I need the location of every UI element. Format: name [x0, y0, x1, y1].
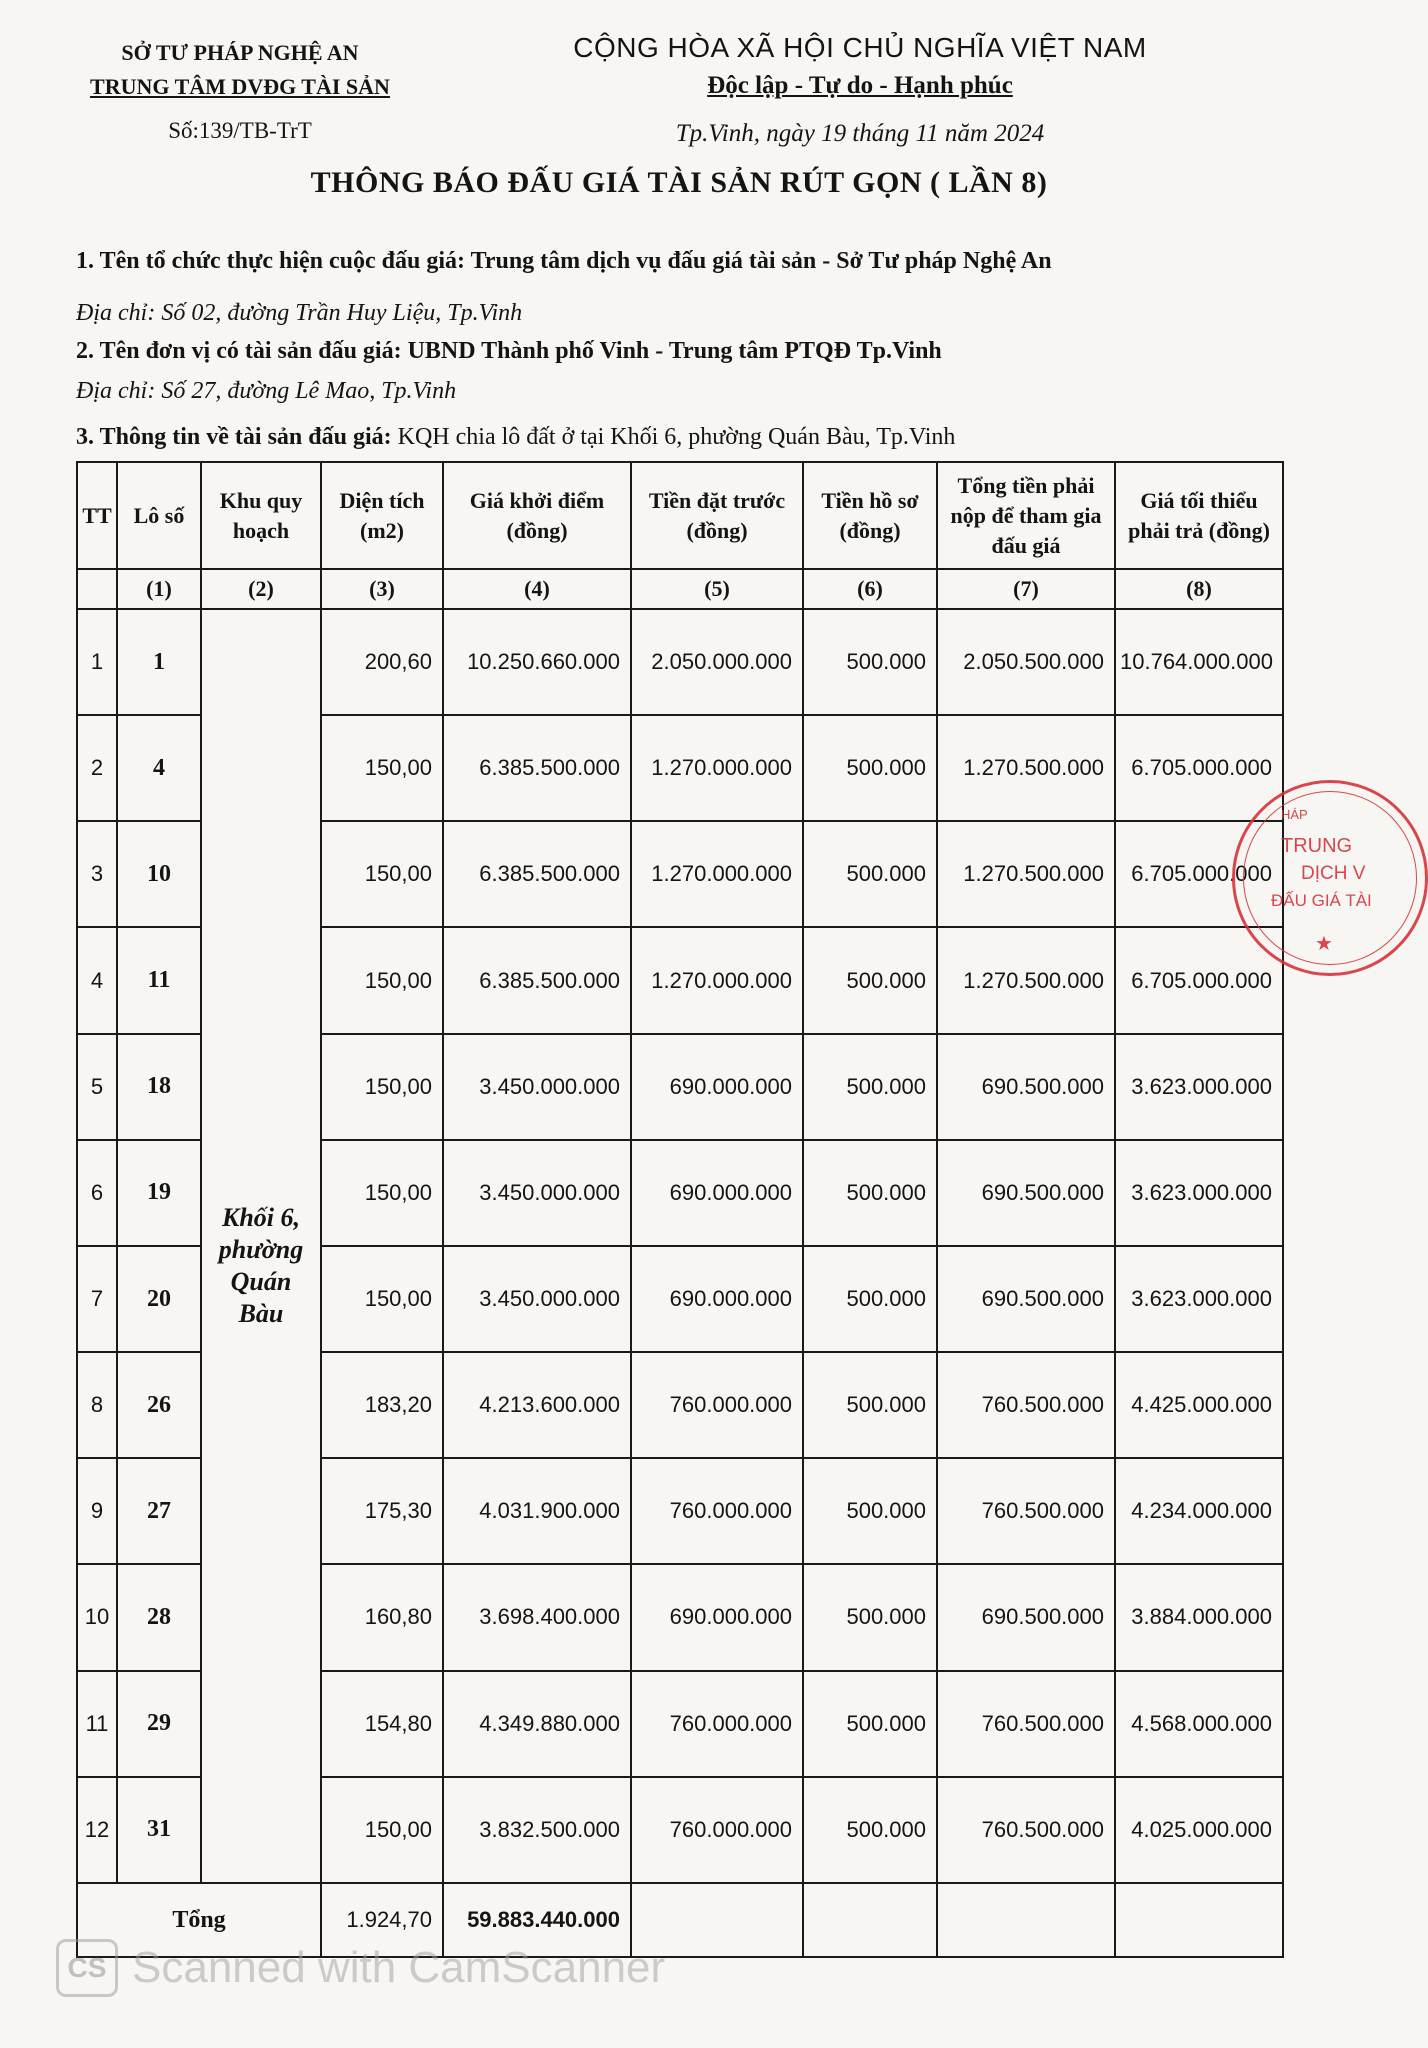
- doc-number: Số:139/TB-TrT: [168, 118, 312, 143]
- row-area: 150,00: [321, 927, 443, 1033]
- row-area: 154,80: [321, 1671, 443, 1777]
- column-index: (8): [1115, 569, 1283, 609]
- row-minimum-price: 3.623.000.000: [1115, 1034, 1283, 1140]
- row-area: 200,60: [321, 609, 443, 715]
- row-area: 150,00: [321, 715, 443, 821]
- column-index-row: [77, 569, 1283, 609]
- row-starting-price: 6.385.500.000: [443, 927, 631, 1033]
- row-starting-price: 3.832.500.000: [443, 1777, 631, 1883]
- row-deposit: 760.000.000: [631, 1458, 803, 1564]
- section-2-owner: 2. Tên đơn vị có tài sản đấu giá: UBND Thành phố Vinh - Trung tâm PTQĐ Tp.Vinh: [76, 338, 942, 364]
- section-1-address: Địa chỉ: Số 02, đường Trần Huy Liệu, Tp.Vinh: [76, 300, 523, 326]
- row-starting-price: 4.031.900.000: [443, 1458, 631, 1564]
- row-tt: 9: [77, 1458, 117, 1564]
- row-starting-price: 3.450.000.000: [443, 1246, 631, 1352]
- row-starting-price: 4.213.600.000: [443, 1352, 631, 1458]
- row-lot-number: 20: [117, 1246, 201, 1352]
- row-minimum-price: 3.623.000.000: [1115, 1140, 1283, 1246]
- row-file-fee: 500.000: [803, 1140, 937, 1246]
- row-lot-number: 26: [117, 1352, 201, 1458]
- nation-name: CỘNG HÒA XÃ HỘI CHỦ NGHĨA VIỆT NAM: [573, 32, 1147, 63]
- header-tt: TT: [77, 462, 117, 569]
- row-starting-price: 6.385.500.000: [443, 715, 631, 821]
- row-total-payment: 1.270.500.000: [937, 927, 1115, 1033]
- row-total-payment: 1.270.500.000: [937, 715, 1115, 821]
- header-lot: Lô số: [117, 462, 201, 569]
- row-file-fee: 500.000: [803, 1777, 937, 1883]
- table-header-row: [77, 462, 1283, 569]
- row-lot-number: 4: [117, 715, 201, 821]
- section-3-asset-info: [76, 420, 1316, 454]
- row-area: 160,80: [321, 1564, 443, 1670]
- section-2-address: Địa chỉ: Số 27, đường Lê Mao, Tp.Vinh: [76, 378, 457, 404]
- row-area: 150,00: [321, 1034, 443, 1140]
- row-area: 150,00: [321, 1777, 443, 1883]
- row-tt: 1: [77, 609, 117, 715]
- row-tt: 6: [77, 1140, 117, 1246]
- row-tt: 2: [77, 715, 117, 821]
- total-label: Tổng: [77, 1883, 321, 1957]
- row-lot-number: 29: [117, 1671, 201, 1777]
- row-total-payment: 1.270.500.000: [937, 821, 1115, 927]
- row-lot-number: 31: [117, 1777, 201, 1883]
- row-minimum-price: 10.764.000.000: [1115, 609, 1283, 715]
- row-minimum-price: 4.425.000.000: [1115, 1352, 1283, 1458]
- table-row: [77, 609, 1283, 715]
- camscanner-logo-icon: CS: [56, 1939, 118, 1997]
- row-tt: 5: [77, 1034, 117, 1140]
- national-block: [560, 28, 1160, 152]
- total-starting-price: 59.883.440.000: [443, 1883, 631, 1957]
- row-file-fee: 500.000: [803, 609, 937, 715]
- planning-area-cell: Khối 6, phường Quán Bàu: [201, 609, 321, 1883]
- column-index: (7): [937, 569, 1115, 609]
- row-total-payment: 690.500.000: [937, 1246, 1115, 1352]
- column-index: (3): [321, 569, 443, 609]
- row-file-fee: 500.000: [803, 1564, 937, 1670]
- row-deposit: 690.000.000: [631, 1034, 803, 1140]
- header-deposit: Tiền đặt trước (đồng): [631, 462, 803, 569]
- row-minimum-price: 4.568.000.000: [1115, 1671, 1283, 1777]
- header-file-fee: Tiền hồ sơ (đồng): [803, 462, 937, 569]
- org-parent: SỞ TƯ PHÁP NGHỆ AN: [121, 40, 359, 65]
- row-file-fee: 500.000: [803, 821, 937, 927]
- row-total-payment: 760.500.000: [937, 1352, 1115, 1458]
- row-file-fee: 500.000: [803, 1034, 937, 1140]
- row-lot-number: 28: [117, 1564, 201, 1670]
- camscanner-watermark: [56, 1938, 665, 1998]
- row-tt: 10: [77, 1564, 117, 1670]
- issuer-block: [60, 36, 420, 148]
- document-title: THÔNG BÁO ĐẤU GIÁ TÀI SẢN RÚT GỌN ( LẦN 8): [310, 166, 1048, 199]
- row-minimum-price: 3.884.000.000: [1115, 1564, 1283, 1670]
- row-deposit: 2.050.000.000: [631, 609, 803, 715]
- row-deposit: 760.000.000: [631, 1777, 803, 1883]
- column-index: (1): [117, 569, 201, 609]
- row-deposit: 760.000.000: [631, 1352, 803, 1458]
- row-total-payment: 760.500.000: [937, 1458, 1115, 1564]
- header-minimum-price: Giá tối thiểu phải trả (đồng): [1115, 462, 1283, 569]
- section-3-label: 3. Thông tin về tài sản đấu giá:: [76, 424, 392, 450]
- place-date: Tp.Vinh, ngày 19 tháng 11 năm 2024: [675, 120, 1045, 147]
- row-lot-number: 19: [117, 1140, 201, 1246]
- row-file-fee: 500.000: [803, 927, 937, 1033]
- national-motto: Độc lập - Tự do - Hạnh phúc: [707, 72, 1013, 99]
- row-tt: 11: [77, 1671, 117, 1777]
- row-total-payment: 690.500.000: [937, 1564, 1115, 1670]
- row-deposit: 690.000.000: [631, 1564, 803, 1670]
- row-minimum-price: 3.623.000.000: [1115, 1246, 1283, 1352]
- row-lot-number: 11: [117, 927, 201, 1033]
- row-minimum-price: 4.234.000.000: [1115, 1458, 1283, 1564]
- row-area: 175,30: [321, 1458, 443, 1564]
- row-lot-number: 10: [117, 821, 201, 927]
- column-index: (6): [803, 569, 937, 609]
- row-total-payment: 690.500.000: [937, 1140, 1115, 1246]
- row-total-payment: 760.500.000: [937, 1671, 1115, 1777]
- row-file-fee: 500.000: [803, 1671, 937, 1777]
- row-minimum-price: 4.025.000.000: [1115, 1777, 1283, 1883]
- row-starting-price: 3.698.400.000: [443, 1564, 631, 1670]
- red-seal-stamp: HÁP TRUNG DỊCH V ĐẤU GIÁ TÀI ★: [1232, 780, 1428, 976]
- header-total-payment: Tổng tiền phải nộp để tham gia đấu giá: [937, 462, 1115, 569]
- auction-lots-table: [76, 461, 1284, 1958]
- row-starting-price: 3.450.000.000: [443, 1140, 631, 1246]
- row-deposit: 760.000.000: [631, 1671, 803, 1777]
- row-file-fee: 500.000: [803, 1352, 937, 1458]
- org-unit: TRUNG TÂM DVĐG TÀI SẢN: [90, 74, 390, 99]
- row-starting-price: 4.349.880.000: [443, 1671, 631, 1777]
- column-index: (2): [201, 569, 321, 609]
- row-file-fee: 500.000: [803, 1246, 937, 1352]
- watermark-text: Scanned with CamScanner: [132, 1943, 666, 1992]
- row-area: 150,00: [321, 821, 443, 927]
- section-1-organizer: 1. Tên tổ chức thực hiện cuộc đấu giá: Trung tâm dịch vụ đấu giá tài sản - Sở Tư pháp Nghệ An: [76, 248, 1052, 274]
- row-lot-number: 1: [117, 609, 201, 715]
- row-deposit: 690.000.000: [631, 1140, 803, 1246]
- section-3-value: KQH chia lô đất ở tại Khối 6, phường Quán Bàu, Tp.Vinh: [391, 424, 956, 450]
- row-area: 150,00: [321, 1246, 443, 1352]
- row-deposit: 690.000.000: [631, 1246, 803, 1352]
- row-total-payment: 690.500.000: [937, 1034, 1115, 1140]
- column-index: (4): [443, 569, 631, 609]
- row-total-payment: 760.500.000: [937, 1777, 1115, 1883]
- total-area: 1.924,70: [321, 1883, 443, 1957]
- row-file-fee: 500.000: [803, 715, 937, 821]
- row-tt: 8: [77, 1352, 117, 1458]
- row-file-fee: 500.000: [803, 1458, 937, 1564]
- row-lot-number: 27: [117, 1458, 201, 1564]
- row-total-payment: 2.050.500.000: [937, 609, 1115, 715]
- row-minimum-price: 6.705.000.000: [1115, 927, 1283, 1033]
- row-deposit: 1.270.000.000: [631, 821, 803, 927]
- column-index: (5): [631, 569, 803, 609]
- row-starting-price: 10.250.660.000: [443, 609, 631, 715]
- row-deposit: 1.270.000.000: [631, 715, 803, 821]
- row-starting-price: 3.450.000.000: [443, 1034, 631, 1140]
- row-minimum-price: 6.705.000.000: [1115, 715, 1283, 821]
- row-tt: 7: [77, 1246, 117, 1352]
- star-icon: ★: [1315, 933, 1333, 955]
- row-minimum-price: 6.705.000.000: [1115, 821, 1283, 927]
- row-starting-price: 6.385.500.000: [443, 821, 631, 927]
- row-tt: 12: [77, 1777, 117, 1883]
- row-area: 183,20: [321, 1352, 443, 1458]
- header-starting-price: Giá khởi điểm (đồng): [443, 462, 631, 569]
- header-planning-area: Khu quy hoạch: [201, 462, 321, 569]
- table-body: [77, 609, 1283, 1883]
- row-tt: 4: [77, 927, 117, 1033]
- row-area: 150,00: [321, 1140, 443, 1246]
- row-deposit: 1.270.000.000: [631, 927, 803, 1033]
- row-tt: 3: [77, 821, 117, 927]
- header-area: Diện tích (m2): [321, 462, 443, 569]
- row-lot-number: 18: [117, 1034, 201, 1140]
